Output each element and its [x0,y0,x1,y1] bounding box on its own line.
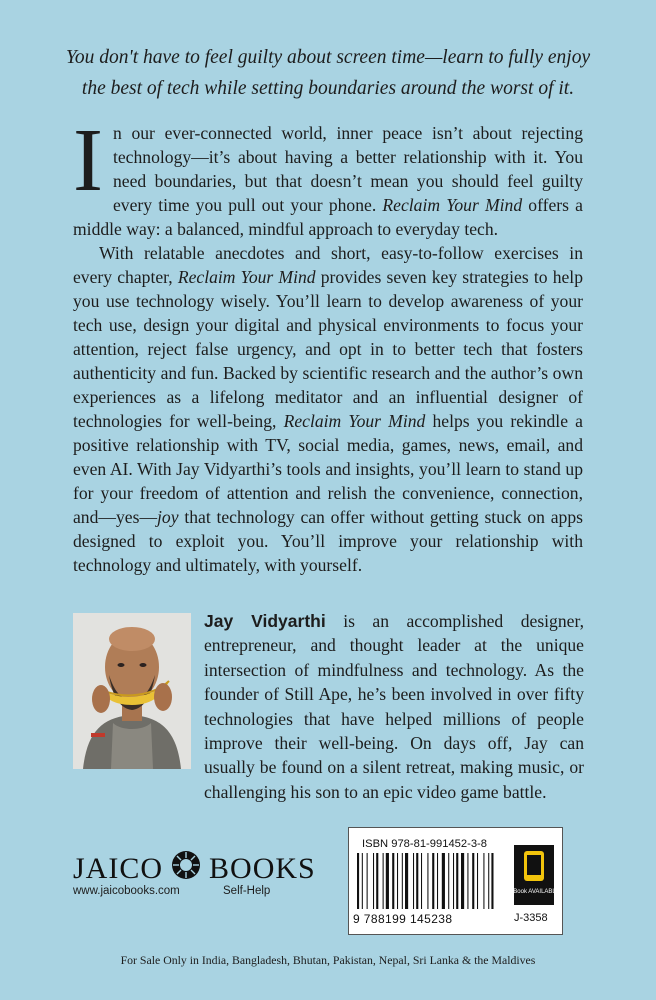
barcode-bar [467,853,468,909]
drop-cap: I [73,111,103,210]
book-title-mention: Reclaim Your Mind [382,195,523,215]
blurb-p2-a: With relatable anecdotes and short, easy-to-follow exercises in every chapter, [73,243,583,287]
publisher-meta [73,885,313,897]
barcode-bar [416,853,418,909]
sun-logo-icon [171,850,201,888]
publisher-name-left: JAICO [73,852,164,885]
barcode-bar [461,853,464,909]
book-title-mention: Reclaim Your Mind [177,267,316,287]
barcode-bar [427,853,428,909]
author-portrait-illustration [73,613,191,769]
barcode-bar [402,853,403,909]
barcode-bar [437,853,438,909]
barcode-bar [483,853,484,909]
barcode-bar [367,853,368,909]
barcode-bar [376,853,378,909]
barcode-bar [413,853,414,909]
barcode-digits: 9 788199 145238 [353,912,453,926]
book-category: Self-Help [223,885,271,897]
blurb-p1-text: n our ever-connected world, inner peace isn’t about rejecting technology—it’s about having a better relationship with it. You need boundaries, but that doesn’t mean you should feel guilty every time you pull out your phone. [112,123,583,215]
joy-emphasis: joy [157,507,179,527]
publisher-logo [73,850,316,888]
barcode-bar [432,853,434,909]
product-code: J-3358 [514,912,548,924]
barcode-bar [448,853,449,909]
blurb-paragraph-1 [73,111,583,241]
barcode-bar [383,853,384,909]
barcode-bar [386,853,389,909]
author-bio [204,609,584,804]
blurb-p2-c: helps you rekindle a positive relationship with TV, social media, games, news, email, and even AI. With Jay Vidyarthi’s tools and insights, you’ll learn to stand up for your freedom of attention and relish the convenience, connection, and—yes— [73,411,583,527]
barcode-icon [355,853,505,911]
publisher-name-right: BOOKS [209,852,316,885]
blurb-p2-b: provides seven key strategies to help you use technology wisely. You’ll learn to develop awareness of your tech use, design your digital and physical environments to focus your attention, reject false urgency, and opt in to better tech that fosters authenticity and fun. Backed by scientific research and the author’s own experiences as a lifelong meditator and an influential designer of technologies for well-being, [73,267,583,431]
author-bio-text: is an accomplished designer, entrepreneur, and thought leader at the unique intersection of mindfulness and technology. As the founder of Still Ape, he’s been involved in over fifty technologies that have helped millions of people improve their well-being. On days off, Jay can usually be found on a silent retreat, making music, or challenging his son to an epic video game battle. [204,611,585,802]
tagline-line-2: the best of tech while setting boundaries around the worst of it. [81,78,575,99]
barcode-bar [442,853,445,909]
book-blurb [73,111,583,577]
ebook-badge-text: e Book AVAILABLE [508,889,560,895]
barcode-bar [357,853,359,909]
publisher-website: www.jaicobooks.com [73,885,180,897]
ebook-available-badge [508,845,560,905]
author-name: Jay Vidyarthi [204,611,326,631]
barcode-bar [477,853,478,909]
barcode-bar [472,853,474,909]
back-cover-tagline [40,42,616,104]
barcode-bar [362,853,363,909]
barcode-bar [421,853,422,909]
barcode-bar [488,853,489,909]
blurb-paragraph-2 [73,241,583,577]
book-title-mention: Reclaim Your Mind [283,411,426,431]
isbn-number: ISBN 978-81-991452-3-8 [362,838,488,850]
author-photo [73,613,191,769]
barcode-bar [373,853,374,909]
barcode-bar [392,853,394,909]
sales-territory-notice: For Sale Only in India, Bangladesh, Bhutan, Pakistan, Nepal, Sri Lanka & the Maldives [120,953,536,967]
barcode-bar [491,853,493,909]
barcode-bar [456,853,458,909]
barcode-bar [397,853,398,909]
tagline-line-1: You don't have to feel guilty about screen time—learn to fully enjoy [65,47,591,68]
barcode-bar [453,853,454,909]
blurb-p2-d: that technology can offer without getting stuck on apps designed to exploit you. You’ll improve your relationship with technology and ultimately, with yourself. [73,507,583,575]
blurb-p1-end: offers a middle way: a balanced, mindful approach to everyday tech. [73,195,583,239]
barcode-bar [405,853,408,909]
ebook-icon [508,845,560,905]
